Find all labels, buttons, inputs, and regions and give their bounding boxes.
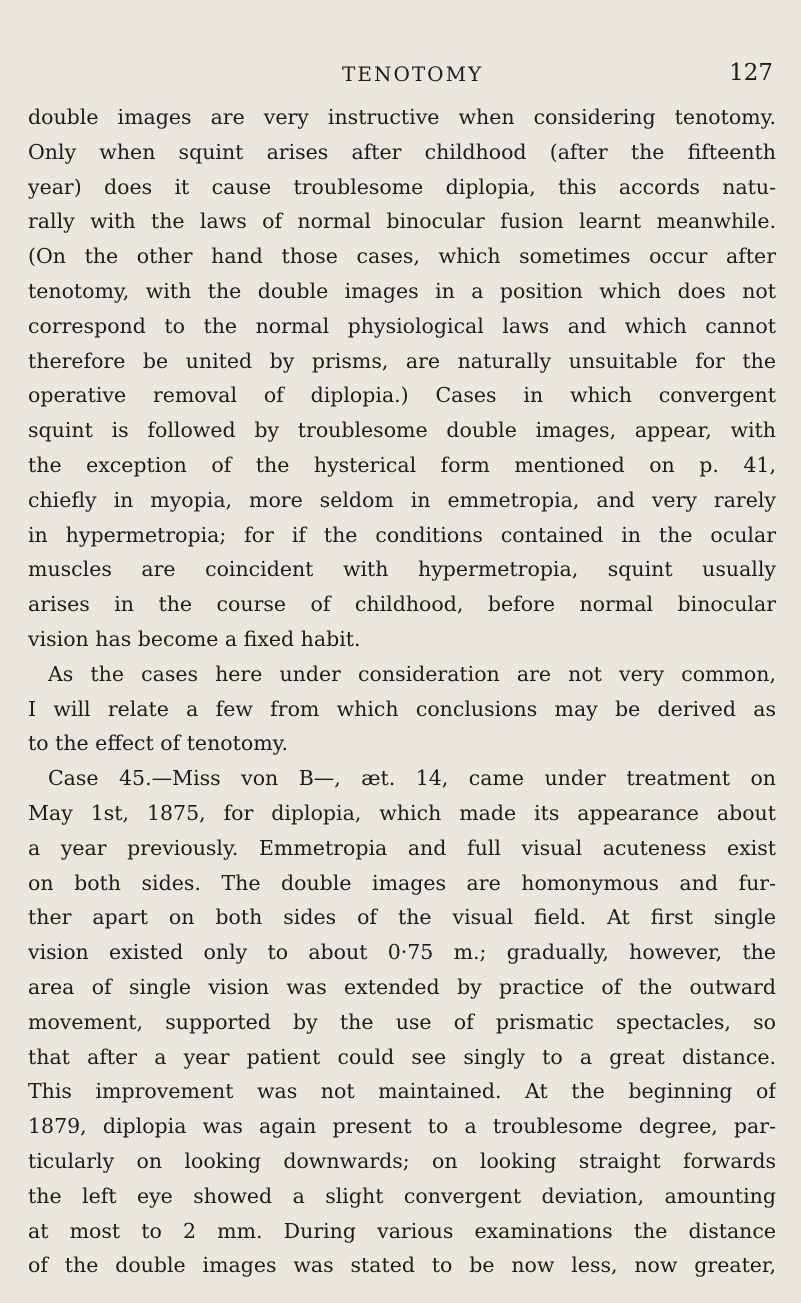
text-line: ticularly on looking downwards; on looking straight forwards [28,1148,776,1173]
text-line: ther apart on both sides of the visual field. At first single [28,905,776,930]
text-line: of the double images was stated to be now less, now greater, [28,1253,776,1278]
text-line: 1879, diplopia was again present to a troublesome degree, par- [28,1114,776,1139]
text-line: year) does it cause troublesome diplopia, this accords natu- [28,174,776,199]
body-text [28,100,776,1283]
text-line: (On the other hand those cases, which sometimes occur after [28,244,776,269]
text-line: As the cases here under consideration are not very common, [48,661,776,686]
text-line: chiefly in myopia, more seldom in emmetropia, and very rarely [28,487,776,512]
text-line: to the effect of tenotomy. [28,731,289,756]
text-line: squint is followed by troublesome double images, appear, with [28,418,776,443]
text-line: the exception of the hysterical form mentioned on p. 41, [28,452,776,477]
text-line: vision has become a fixed habit. [28,626,361,651]
text-line: therefore be united by prisms, are naturally unsuitable for the [28,348,776,373]
text-line: correspond to the normal physiological laws and which cannot [28,313,776,338]
text-line: in hypermetropia; for if the conditions contained in the ocular [28,522,776,547]
page-header [0,62,801,98]
text-line: rally with the laws of normal binocular fusion learnt meanwhile. [28,209,776,234]
running-head: TENOTOMY [342,62,484,86]
text-line: muscles are coincident with hypermetropia, squint usually [28,557,776,582]
text-line: vision existed only to about 0·75 m.; gradually, however, the [28,940,776,965]
text-line: a year previously. Emmetropia and full visual acuteness exist [28,835,776,860]
text-line: operative removal of diplopia.) Cases in which convergent [28,383,776,408]
text-line: area of single vision was extended by practice of the outward [28,974,776,999]
text-line: tenotomy, with the double images in a position which does not [28,278,776,303]
text-line: movement, supported by the use of prismatic spectacles, so [28,1009,776,1034]
text-line: arises in the course of childhood, before normal binocular [28,592,776,617]
text-line: the left eye showed a slight convergent deviation, amounting [28,1183,776,1208]
text-line: Case 45.—Miss von B—, æt. 14, came under treatment on [48,766,776,791]
text-line: at most to 2 mm. During various examinations the distance [28,1218,776,1243]
text-line: May 1st, 1875, for diplopia, which made its appearance about [28,800,776,825]
text-line: that after a year patient could see singly to a great distance. [28,1044,776,1069]
text-line: I will relate a few from which conclusions may be derived as [28,696,776,721]
page-number: 127 [729,60,773,86]
text-line: Only when squint arises after childhood (after the fifteenth [28,139,776,164]
text-line: on both sides. The double images are homonymous and fur- [28,870,776,895]
text-line: This improvement was not maintained. At the beginning of [28,1079,776,1104]
text-line: double images are very instructive when considering tenotomy. [28,105,776,129]
